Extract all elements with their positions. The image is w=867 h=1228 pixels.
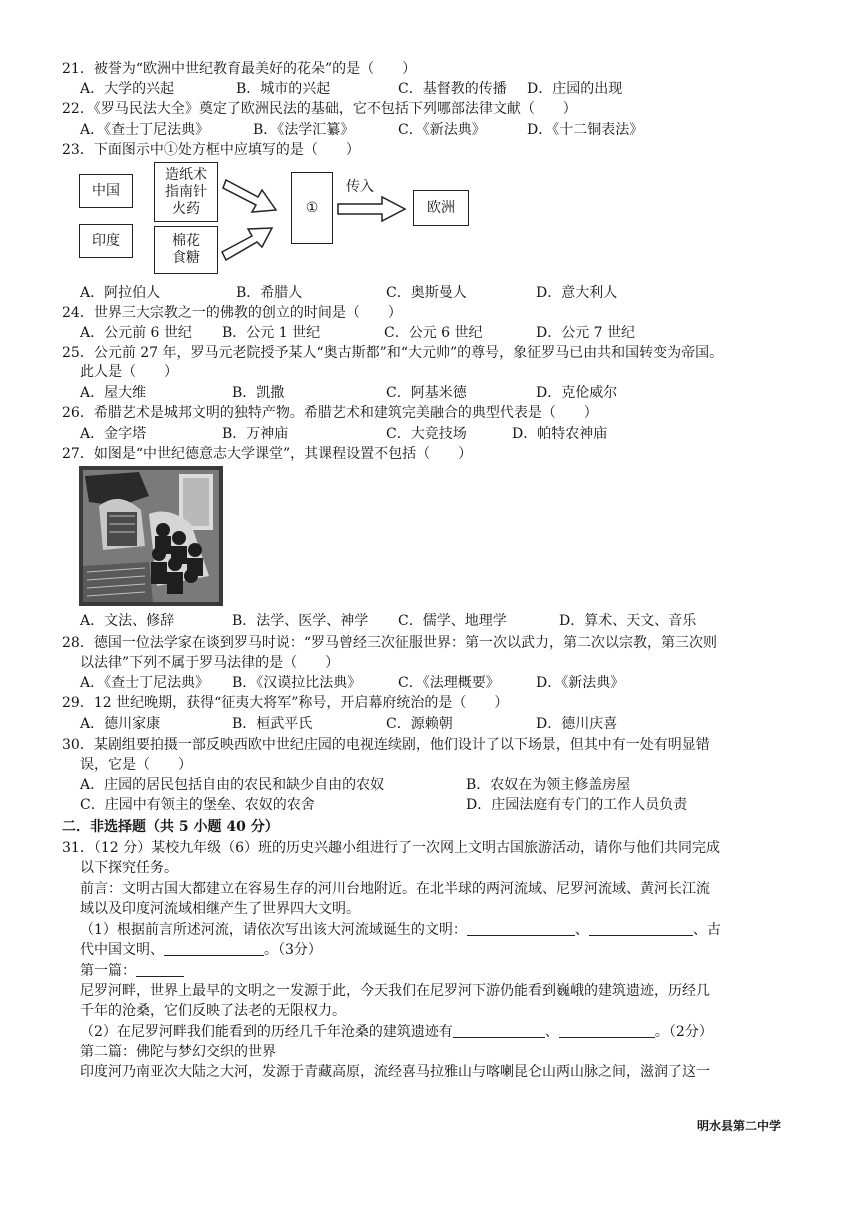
q27-option-a: A．文法、修辞 [80, 613, 175, 629]
q31-preface: 前言：文明古国大都建立在容易生存的河川台地附近。在北半球的两河流域、尼罗河流域、黄河长江流 [80, 881, 710, 897]
q30-option-a: A．庄园的居民包括自由的农民和缺少自由的农奴 [80, 777, 385, 793]
q30-stem-cont: 误，它是（ ） [80, 757, 192, 773]
q31-part1-text-cont: 千年的沧桑，它们反映了法老的无限权力。 [80, 1003, 346, 1019]
q21-option-b: B．城市的兴起 [236, 81, 331, 97]
answer-blank-3[interactable] [164, 941, 264, 956]
school-name-footer: 明水县第二中学 [696, 1119, 781, 1133]
q26-option-d: D．帕特农神庙 [512, 426, 608, 442]
q26-option-c: C．大竞技场 [386, 426, 467, 442]
india-box: 印度 [79, 224, 133, 258]
q24-option-b: B．公元 1 世纪 [222, 325, 321, 341]
q22-option-d: D．《十二铜表法》 [527, 122, 644, 138]
q24-option-d: D．公元 7 世纪 [536, 325, 636, 341]
q31-sub1-text: （1）根据前言所述河流，请依次写出该大河流域诞生的文明： [80, 922, 467, 938]
q25-option-a: A．屋大维 [80, 385, 147, 401]
q29-option-b: B．桓武平氏 [232, 716, 313, 732]
q29-option-c: C．源赖朝 [386, 716, 453, 732]
q23-option-d: D．意大利人 [536, 285, 618, 301]
q24-option-a: A．公元前 6 世纪 [80, 325, 192, 341]
arrow-china-icon [223, 180, 276, 212]
q22-option-a: A．《查士丁尼法典》 [80, 122, 210, 138]
q28-stem: 28．德国一位法学家在谈到罗马时说：“罗马曾经三次征服世界：第一次以武力，第二次以宗教，第三次则 [62, 635, 717, 651]
q24-option-c: C．公元 6 世纪 [384, 325, 483, 341]
q23-option-b: B．希腊人 [236, 285, 303, 301]
unknown-box-1: ① [291, 172, 333, 244]
q31-sub2 [80, 1023, 713, 1041]
q23-option-a: A．阿拉伯人 [80, 285, 161, 301]
q27-option-d: D．算术、天文、音乐 [559, 613, 697, 629]
q25-option-b: B．凯撒 [232, 385, 285, 401]
q31-sub2-text: （2）在尼罗河畔我们能看到的历经几千年沧桑的建筑遗迹有 [80, 1024, 453, 1040]
q31-stem-cont: 以下探究任务。 [80, 860, 178, 876]
arrow-europe-icon [338, 197, 405, 221]
q30-option-c: C．庄园中有领主的堡垒、农奴的农舍 [80, 797, 315, 813]
answer-blank-2[interactable] [589, 921, 693, 936]
arrow-india-icon [222, 228, 272, 260]
q21-stem: 21．被誉为“欧洲中世纪教育最美好的花朵”的是（ ） [62, 61, 417, 77]
q29-option-d: D．德川庆喜 [536, 716, 618, 732]
q29-option-a: A．德川家康 [80, 716, 161, 732]
invention-paper: 造纸术 [165, 166, 207, 183]
invention-gunpowder: 火药 [172, 200, 200, 217]
q31-part1-label: 第一篇： [80, 963, 136, 979]
q31-sub1-cont-text: 代中国文明、 [80, 942, 164, 958]
diagram-arrows [0, 0, 867, 300]
q31-sub2-end: 。（2分） [654, 1024, 713, 1040]
q25-stem: 25．公元前 27 年，罗马元老院授予某人“奥古斯都”和“大元帅”的尊号，象征罗马已由共和国转变为帝国。 [62, 345, 724, 361]
q31-stem: 31．（12 分）某校九年级（6）班的历史兴趣小组进行了一次网上文明古国旅游活动，请你与他们共同完成 [62, 840, 720, 856]
q26-option-b: B．万神庙 [222, 426, 289, 442]
invention-compass: 指南针 [165, 183, 207, 200]
q24-stem: 24．世界三大宗教之一的佛教的创立的时间是（ ） [62, 305, 402, 321]
q31-sub1-sep2: 、古 [692, 922, 721, 938]
q25-stem-cont: 此人是（ ） [80, 364, 178, 380]
q31-sub1-end: 。（3分） [264, 942, 322, 958]
q31-preface-cont: 域以及印度河流域相继产生了世界四大文明。 [80, 901, 360, 917]
answer-blank-4[interactable] [453, 1023, 545, 1038]
q31-sub1 [80, 921, 721, 939]
medieval-classroom-image [79, 466, 223, 606]
q28-option-c: C．《法理概要》 [398, 675, 500, 691]
part1-title-blank[interactable] [136, 962, 184, 977]
product-cotton: 棉花 [172, 233, 200, 249]
q28-option-b: B．《汉谟拉比法典》 [232, 675, 362, 691]
q31-sub2-sep: 、 [544, 1024, 559, 1040]
answer-blank-5[interactable] [559, 1023, 655, 1038]
product-sugar: 食糖 [172, 250, 200, 266]
q23-stem: 23．下面图示中①处方框中应填写的是（ ） [62, 142, 360, 158]
q29-stem: 29．12 世纪晚期，获得“征夷大将军”称号，开启幕府统治的是（ ） [62, 695, 509, 711]
q22-option-c: C．《新法典》 [398, 122, 486, 138]
q28-option-a: A．《查士丁尼法典》 [80, 675, 210, 691]
q21-option-c: C．基督教的传播 [398, 81, 507, 97]
q21-option-a: A．大学的兴起 [80, 81, 175, 97]
q25-option-c: C．阿基米德 [386, 385, 467, 401]
q25-option-d: D．克伦威尔 [536, 385, 618, 401]
transmit-label: 传入 [346, 179, 374, 195]
q27-stem: 27．如图是“中世纪德意志大学课堂”，其课程设置不包括（ ） [62, 446, 473, 462]
q26-option-a: A．金字塔 [80, 426, 147, 442]
q30-option-b: B．农奴在为领主修盖房屋 [466, 777, 631, 793]
q31-part2-text: 印度河乃南亚次大陆之大河，发源于青藏高原，流经喜马拉雅山与喀喇昆仑山两山脉之间，滋润了这一 [80, 1064, 710, 1080]
q31-part2-title: 第二篇：佛陀与梦幻交织的世界 [80, 1044, 276, 1060]
q22-stem: 22．《罗马民法大全》奠定了欧洲民法的基础，它不包括下列哪部法律文献（ ） [62, 101, 577, 117]
q31-sub1-sep1: 、 [574, 922, 589, 938]
q30-option-d: D．庄园法庭有专门的工作人员负责 [466, 797, 688, 813]
q26-stem: 26．希腊艺术是城邦文明的独特产物。希腊艺术和建筑完美融合的典型代表是（ ） [62, 405, 598, 421]
q28-stem-cont: 以法律”下列不属于罗马法律的是（ ） [80, 655, 340, 671]
answer-blank-1[interactable] [467, 921, 575, 936]
china-box: 中国 [79, 174, 133, 208]
q30-stem: 30．某剧组要拍摄一部反映西欧中世纪庄园的电视连续剧，他们设计了以下场景，但其中有一处有明显错 [62, 737, 710, 753]
q31-sub1-cont [80, 941, 322, 959]
q28-option-d: D．《新法典》 [536, 675, 625, 691]
q27-option-c: C．儒学、地理学 [398, 613, 507, 629]
q31-part1-title [80, 962, 184, 980]
q21-option-d: D．庄园的出现 [527, 81, 623, 97]
q22-option-b: B．《法学汇纂》 [253, 122, 355, 138]
europe-box: 欧洲 [413, 190, 469, 226]
q31-part1-text: 尼罗河畔，世界上最早的文明之一发源于此，今天我们在尼罗河下游仍能看到巍峨的建筑遗迹，历经几 [80, 983, 710, 999]
q27-option-b: B．法学、医学、神学 [232, 613, 369, 629]
q23-option-c: C．奥斯曼人 [386, 285, 467, 301]
section-heading: 二．非选择题（共 5 小题 40 分） [62, 819, 279, 835]
